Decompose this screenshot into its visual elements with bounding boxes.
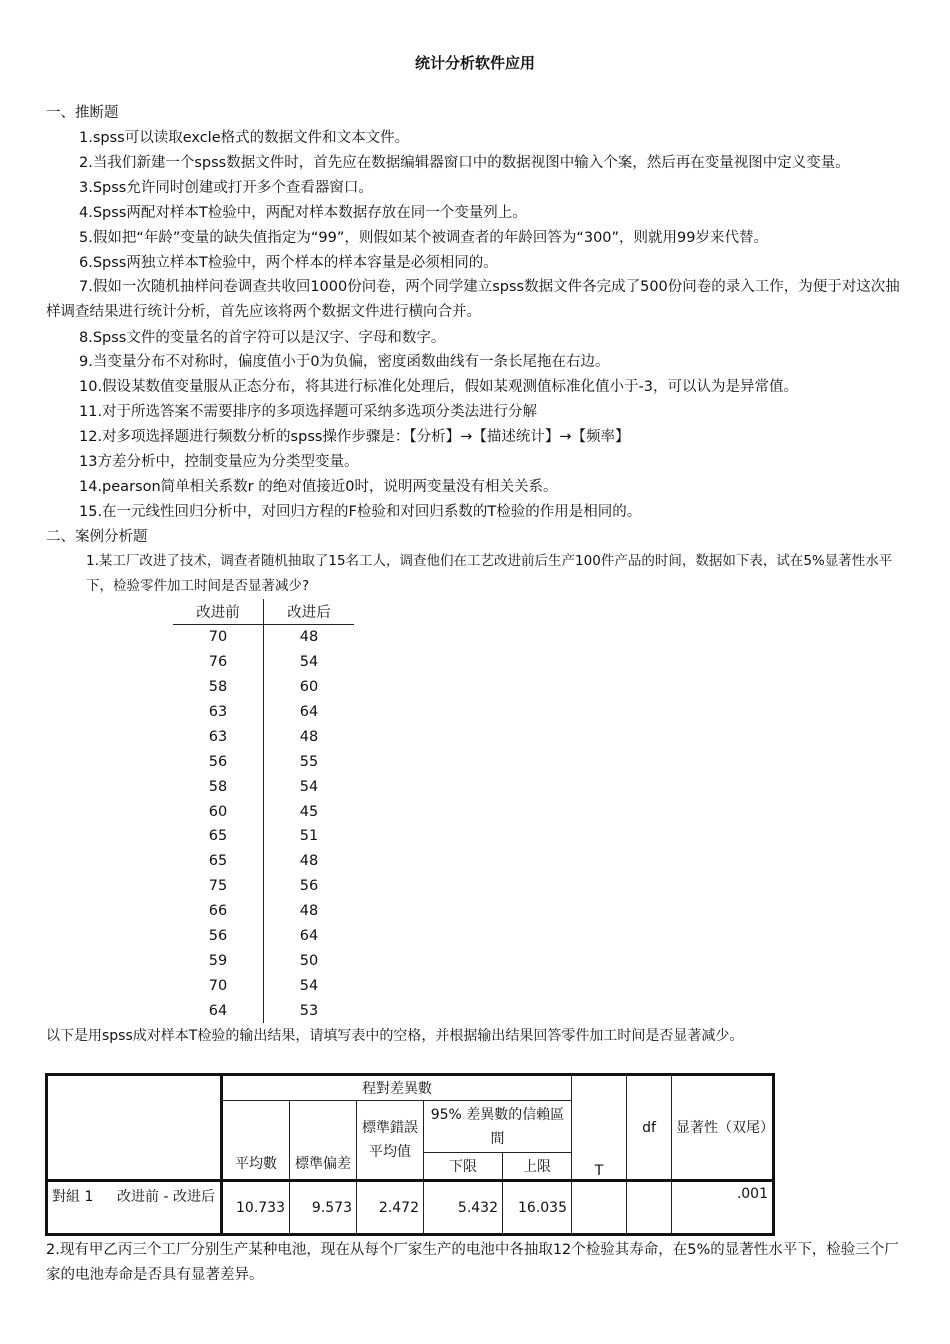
cell-after: 48 <box>299 903 319 920</box>
cell-before: 59 <box>173 948 264 973</box>
case1-question: 1.某工厂改进了技术，调查者随机抽取了15名工人，调查他们在工艺改进前后生产100件产品的时间，数据如下表，试在5%显著性水平下，检验零件加工时间是否显著减少? <box>86 553 893 594</box>
cell-after: 64 <box>299 928 319 945</box>
cell-after: 54 <box>299 654 319 671</box>
table-row <box>173 650 354 675</box>
sd-header: 標準偏差 <box>290 1101 357 1181</box>
cell-before: 65 <box>173 849 264 874</box>
table-row <box>173 899 354 924</box>
cell-after: 51 <box>299 828 319 845</box>
cell-before: 76 <box>173 650 264 675</box>
table-row <box>173 774 354 799</box>
question-1: 1.spss可以读取excle格式的数据文件和文本文件。 <box>79 130 410 146</box>
cell-before: 70 <box>173 973 264 998</box>
page-title: 统计分析软件应用 <box>414 54 535 72</box>
question-8: 8.Spss文件的变量名的首字符可以是汉字、字母和数字。 <box>79 330 446 346</box>
question-3: 3.Spss允许同时创建或打开多个查看器窗口。 <box>79 180 373 196</box>
question-7: 7.假如一次随机抽样问卷调查共收回1000份问卷，两个同学建立spss数据文件各完成了500份问卷的录入工作，为便于对这次抽样调查结果进行统计分析，首先应该将两个数据文件进行横向合并。 <box>46 279 900 320</box>
section2-heading: 二、案例分析题 <box>46 529 148 545</box>
upper-header: 上限 <box>503 1153 572 1181</box>
table-row <box>173 849 354 874</box>
question-4: 4.Spss两配对样本T检验中，两配对样本数据存放在同一个变量列上。 <box>79 205 527 221</box>
pair-label: 改进前 - 改进后 <box>117 1189 215 1205</box>
cell-after: 56 <box>299 878 319 895</box>
question-5: 5.假如把“年龄”变量的缺失值指定为“99”，则假如某个被调查者的年龄回答为“300”，则就用99岁来代替。 <box>79 230 768 246</box>
se-header: 標準錯誤平均值 <box>357 1101 424 1181</box>
table-row <box>173 749 354 774</box>
table-row <box>173 700 354 725</box>
cell-before: 56 <box>173 749 264 774</box>
section1-heading: 一、推断题 <box>46 105 119 121</box>
cell-before: 64 <box>173 998 264 1023</box>
pair-label-cell <box>47 1181 222 1235</box>
question-6: 6.Spss两独立样本T检验中，两个样本的样本容量是必须相同的。 <box>79 255 498 271</box>
cell-after: 54 <box>299 977 319 994</box>
cell-before: 63 <box>173 700 264 725</box>
cell-after: 64 <box>299 704 319 720</box>
cell-after: 55 <box>299 753 319 770</box>
question-2: 2.当我们新建一个spss数据文件时，首先应在数据编辑器窗口中的数据视图中输入个案，然后再在变量视图中定义变量。 <box>79 155 850 171</box>
question-15: 15.在一元线性回归分析中，对回归方程的F检验和对回归系数的T检验的作用是相同的。 <box>79 504 642 520</box>
cell-after: 48 <box>299 728 319 745</box>
table-row <box>47 1181 774 1235</box>
cell-after: 53 <box>299 1002 319 1019</box>
spss-corner-cell <box>47 1075 222 1181</box>
cell-after: 54 <box>299 778 319 795</box>
table-row <box>173 924 354 949</box>
cell-before: 75 <box>173 874 264 899</box>
table-row <box>173 724 354 749</box>
sd-value: 9.573 <box>290 1181 357 1235</box>
t-value-blank <box>572 1181 627 1235</box>
cell-before: 70 <box>173 624 264 649</box>
spss-output-table <box>45 1073 775 1236</box>
cell-before: 58 <box>173 774 264 799</box>
t-header: T <box>572 1075 627 1181</box>
data-table <box>173 599 354 1023</box>
paired-differences-header: 程對差異數 <box>222 1075 572 1101</box>
cell-after: 45 <box>299 803 319 820</box>
table-row <box>173 973 354 998</box>
table-row <box>173 948 354 973</box>
cell-before: 60 <box>173 799 264 824</box>
table-row <box>173 624 354 649</box>
cell-before: 63 <box>173 724 264 749</box>
table-row <box>173 998 354 1023</box>
pair-name: 對組 1 <box>52 1189 94 1205</box>
col-header-before: 改进前 <box>173 599 264 624</box>
case2-question: 2.现有甲乙丙三个工厂分别生产某种电池，现在从每个厂家生产的电池中各抽取12个检验其寿命，在5%的显著性水平下，检验三个厂家的电池寿命是否具有显著差异。 <box>46 1242 899 1283</box>
cell-after: 48 <box>299 853 319 870</box>
spss-intro: 以下是用spss成对样本T检验的输出结果，请填写表中的空格，并根据输出结果回答零件加工时间是否显著减少。 <box>46 1028 744 1044</box>
question-12: 12.对多项选择题进行频数分析的spss操作步骤是：【分析】→【描述统计】→【频率】 <box>79 429 630 445</box>
question-10: 10.假设某数值变量服从正态分布，将其进行标准化处理后，假如某观测值标准化值小于-3，可以认为是异常值。 <box>79 379 799 395</box>
df-value-blank <box>627 1181 672 1235</box>
lower-header: 下限 <box>424 1153 503 1181</box>
table-row <box>173 874 354 899</box>
ci-header: 95% 差異數的信賴區間 <box>424 1101 572 1153</box>
lower-value: 5.432 <box>424 1181 503 1235</box>
mean-value: 10.733 <box>222 1181 290 1235</box>
df-header: df <box>627 1075 672 1181</box>
question-11: 11.对于所选答案不需要排序的多项选择题可采纳多选项分类法进行分解 <box>79 404 538 420</box>
question-9: 9.当变量分布不对称时，偏度值小于0为负偏，密度函数曲线有一条长尾拖在右边。 <box>79 354 610 370</box>
cell-before: 56 <box>173 924 264 949</box>
sig-value: .001 <box>672 1181 774 1235</box>
cell-before: 58 <box>173 675 264 700</box>
se-value: 2.472 <box>357 1181 424 1235</box>
table-row <box>173 675 354 700</box>
cell-after: 50 <box>299 952 319 969</box>
upper-value: 16.035 <box>503 1181 572 1235</box>
data-table-header-row <box>173 599 354 624</box>
cell-before: 66 <box>173 899 264 924</box>
cell-before: 65 <box>173 824 264 849</box>
col-header-after: 改进后 <box>264 599 355 624</box>
table-row <box>173 799 354 824</box>
question-14: 14.pearson简单相关系数r 的绝对值接近0时，说明两变量没有相关关系。 <box>79 479 558 495</box>
sig-header: 显著性（双尾） <box>672 1075 774 1181</box>
question-13: 13方差分析中，控制变量应为分类型变量。 <box>79 454 359 470</box>
mean-header: 平均數 <box>222 1101 290 1181</box>
cell-after: 60 <box>299 679 319 696</box>
cell-after: 48 <box>299 629 319 646</box>
table-row <box>173 824 354 849</box>
